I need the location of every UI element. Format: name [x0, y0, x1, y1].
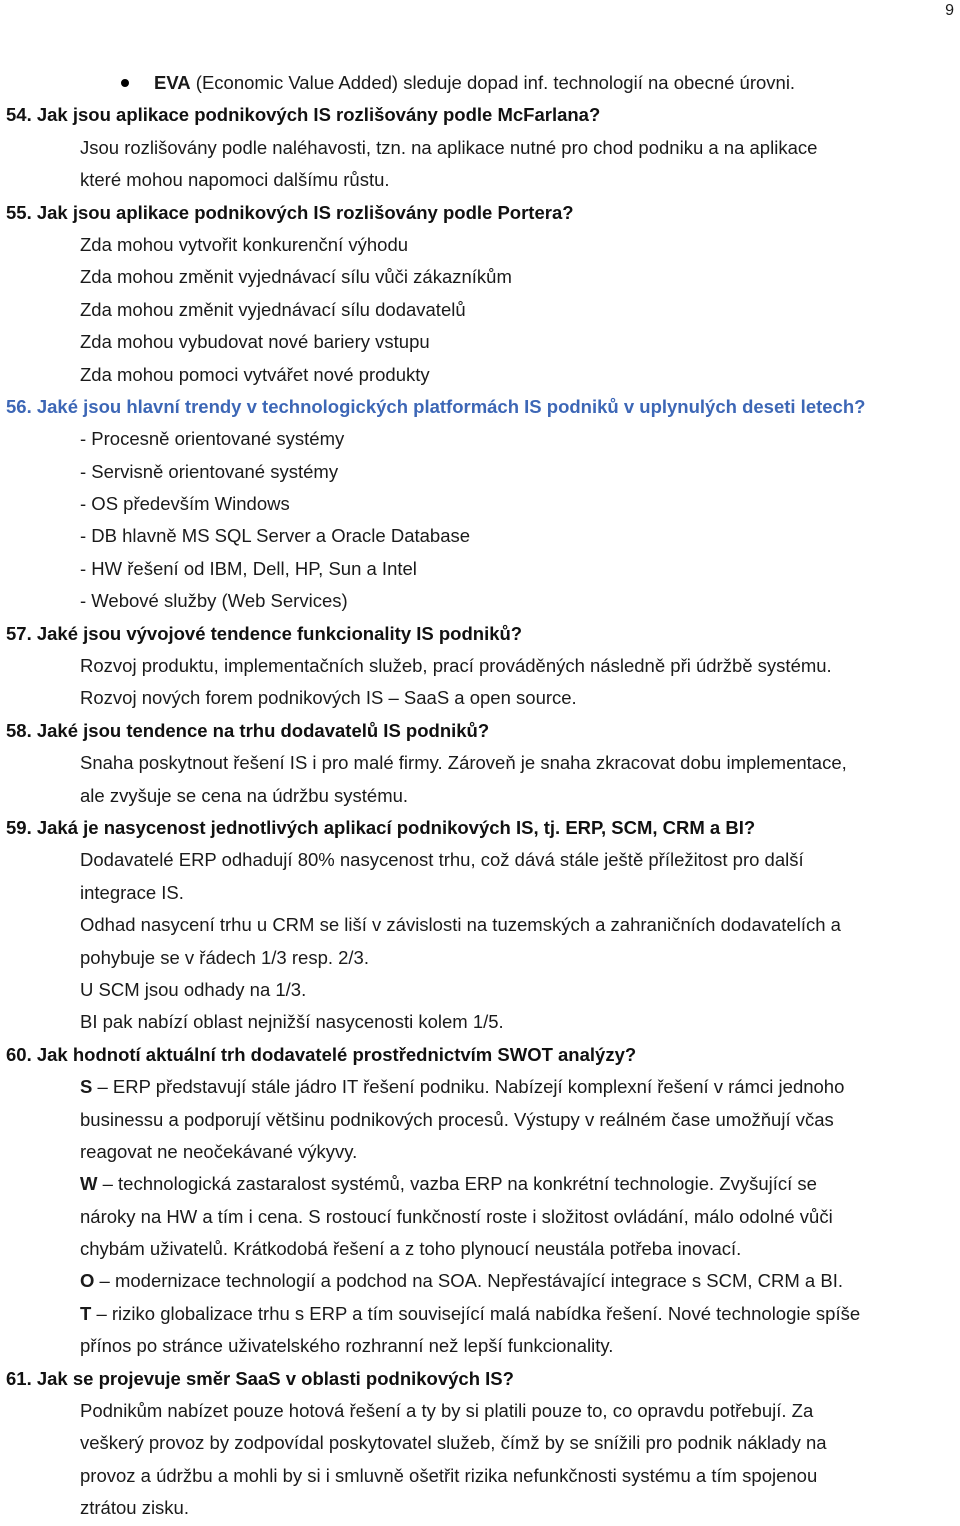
swot-opportunities-line-1	[6, 1265, 956, 1297]
question-56: 56. Jaké jsou hlavní trendy v technologických platformách IS podniků v uplynulých deseti letech?	[6, 395, 866, 417]
answer-56-line-4: - DB hlavně MS SQL Server a Oracle Database	[80, 525, 471, 547]
swot-threats-text: – riziko globalizace trhu s ERP a tím související malá nabídka řešení. Nové technologie spíše	[91, 1302, 861, 1324]
question-55: 55. Jak jsou aplikace podnikových IS rozlišovány podle Portera?	[6, 201, 574, 223]
bullet-item-eva	[6, 67, 956, 99]
answer-56-line-3: - OS především Windows	[80, 493, 290, 515]
answer-54-line-1: Jsou rozlišovány podle naléhavosti, tzn. na aplikace nutné pro chod podniku a na aplikace	[80, 136, 818, 158]
swot-strengths-text: – ERP představují stále jádro IT řešení podniku. Nabízejí komplexní řešení v rámci jednoho	[92, 1076, 845, 1098]
swot-weaknesses-line-1	[6, 1168, 956, 1200]
answer-56-line-1: - Procesně orientované systémy	[80, 428, 345, 450]
bullet-icon	[121, 79, 129, 87]
answer-61-line-1: Podnikům nabízet pouze hotová řešení a ty by si platili pouze to, co opravdu potřebují. Za	[80, 1400, 814, 1422]
document-body	[6, 67, 956, 1525]
bullet-text: (Economic Value Added) sleduje dopad inf. technologií na obecné úrovni.	[190, 72, 796, 93]
answer-55-line-5: Zda mohou pomoci vytvářet nové produkty	[80, 363, 430, 385]
swot-opportunities-text: – modernizace technologií a podchod na SOA. Nepřestávající integrace s SCM, CRM a BI.	[94, 1270, 843, 1292]
swot-letter-t: T	[80, 1302, 92, 1324]
answer-56-line-2: - Servisně orientované systémy	[80, 460, 339, 482]
swot-weaknesses-line-2: nároky na HW a tím i cena. S rostoucí funkčností roste i složitost ovládání, málo odolné vůči	[80, 1205, 833, 1227]
answer-54-line-2: které mohou napomoci dalšímu růstu.	[80, 169, 390, 191]
answer-59-line-5: U SCM jsou odhady na 1/3.	[80, 978, 307, 1000]
answer-58-line-1: Snaha poskytnout řešení IS i pro malé firmy. Zároveň je snaha zkracovat dobu implementace,	[80, 752, 847, 774]
answer-55-line-1: Zda mohou vytvořit konkurenční výhodu	[80, 233, 409, 255]
swot-letter-o: O	[80, 1270, 95, 1292]
answer-59-line-1: Dodavatelé ERP odhadují 80% nasycenost trhu, což dává stále ještě příležitost pro další	[80, 849, 804, 871]
swot-letter-s: S	[80, 1076, 93, 1098]
answer-61-line-2: veškerý provoz by zodpovídal poskytovatel služeb, čímž by se snížili pro podnik náklady na	[80, 1432, 827, 1454]
answer-56-line-6: - Webové služby (Web Services)	[80, 590, 348, 612]
answer-57-line-1: Rozvoj produktu, implementačních služeb, prací prováděných následně při údržbě systému.	[80, 655, 832, 677]
question-60: 60. Jak hodnotí aktuální trh dodavatelé prostřednictvím SWOT analýzy?	[6, 1043, 637, 1065]
swot-threats-line-1	[6, 1298, 956, 1330]
question-61: 61. Jak se projevuje směr SaaS v oblasti podnikových IS?	[6, 1367, 514, 1389]
swot-strengths-line-1	[6, 1071, 956, 1103]
swot-strengths-line-2: businessu a podporují většinu podnikových procesů. Výstupy v reálném čase umožňují včas	[80, 1108, 834, 1130]
answer-58-line-2: ale zvyšuje se cena na údržbu systému.	[80, 784, 409, 806]
answer-55-line-2: Zda mohou změnit vyjednávací sílu vůči zákazníkům	[80, 266, 512, 288]
answer-59-line-6: BI pak nabízí oblast nejnižší nasycenosti kolem 1/5.	[80, 1011, 504, 1033]
answer-55-line-3: Zda mohou změnit vyjednávací sílu dodavatelů	[80, 298, 466, 320]
swot-threats-line-2: přínos po stránce uživatelského rozhranní než lepší funkcionality.	[80, 1335, 614, 1357]
question-58: 58. Jaké jsou tendence na trhu dodavatelů IS podniků?	[6, 719, 490, 741]
swot-letter-w: W	[80, 1173, 98, 1195]
answer-55-line-4: Zda mohou vybudovat nové bariery vstupu	[80, 331, 430, 353]
swot-strengths-line-3: reagovat ne neočekávané výkyvy.	[80, 1140, 358, 1162]
answer-57-line-2: Rozvoj nových forem podnikových IS – SaaS a open source.	[80, 687, 577, 709]
page-number: 9	[945, 2, 954, 19]
swot-weaknesses-text: – technologická zastaralost systémů, vazba ERP na konkrétní technologie. Zvyšující se	[97, 1173, 817, 1195]
question-54: 54. Jak jsou aplikace podnikových IS rozlišovány podle McFarlana?	[6, 104, 601, 126]
swot-weaknesses-line-3: chybám uživatelů. Krátkodobá řešení a z toho plynoucí neustála potřeba inovací.	[80, 1238, 742, 1260]
answer-56-line-5: - HW řešení od IBM, Dell, HP, Sun a Intel	[80, 557, 417, 579]
answer-61-line-3: provoz a údržbu a mohli by si i smluvně ošetřit rizika nefunkčnosti systému a tím spojenou	[80, 1464, 818, 1486]
answer-61-line-4: ztrátou zisku.	[80, 1497, 189, 1519]
question-57: 57. Jaké jsou vývojové tendence funkcionality IS podniků?	[6, 622, 523, 644]
answer-59-line-3: Odhad nasycení trhu u CRM se liší v závislosti na tuzemských a zahraničních dodavatelích a	[80, 914, 841, 936]
question-59: 59. Jaká je nasycenost jednotlivých aplikací podnikových IS, tj. ERP, SCM, CRM a BI?	[6, 816, 756, 838]
answer-59-line-2: integrace IS.	[80, 881, 184, 903]
bullet-term: EVA	[154, 72, 191, 93]
answer-59-line-4: pohybuje se v řádech 1/3 resp. 2/3.	[80, 946, 369, 968]
